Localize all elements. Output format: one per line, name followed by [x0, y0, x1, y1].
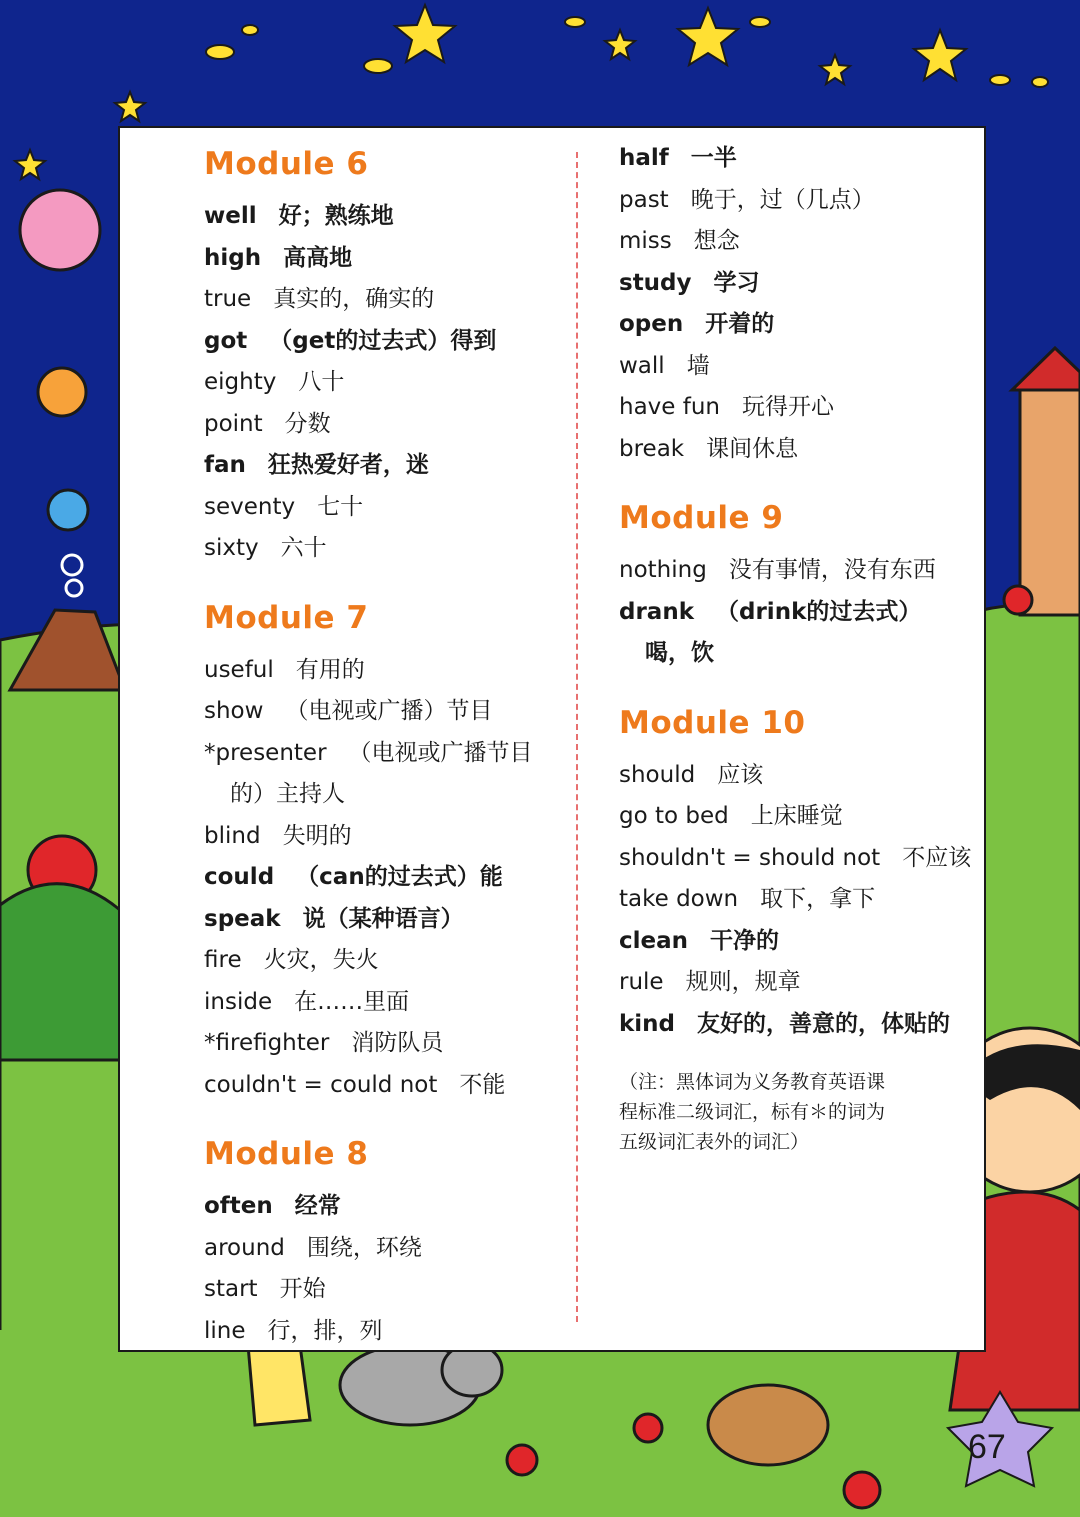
vocab-meaning: （get的过去式）得到: [269, 327, 497, 354]
vocab-entry: [204, 1269, 564, 1311]
vocab-entry: [619, 633, 979, 675]
vocab-meaning: 开着的: [705, 311, 775, 337]
vocab-word: kind: [619, 1010, 676, 1037]
vocab-word: wall: [619, 352, 665, 379]
footnote-line: （注：黑体词为义务教育英语课: [619, 1071, 886, 1093]
vocab-entry: [619, 838, 979, 880]
vocab-word: around: [204, 1234, 285, 1261]
vocab-meaning: 八十: [298, 369, 345, 395]
vocab-word: true: [204, 286, 252, 312]
vocab-meaning: 一半: [690, 145, 737, 171]
vocab-word: study: [619, 269, 692, 296]
module-gap: [619, 675, 979, 699]
vocab-meaning: 好；熟练地: [278, 203, 394, 229]
vocab-meaning: 课间休息: [706, 435, 799, 462]
vocab-word: have fun: [619, 394, 720, 420]
vocab-entry: [204, 691, 564, 733]
vocab-entry: [204, 321, 564, 363]
vocab-word: sixty: [204, 535, 259, 561]
vocab-entry: [204, 196, 564, 238]
vocab-meaning: 消防队员: [351, 1030, 444, 1056]
vocab-meaning: 取下，拿下: [760, 886, 876, 912]
vocab-meaning: 没有事情，没有东西: [728, 557, 936, 583]
module-title: Module 6: [204, 146, 369, 182]
vocab-entry: [204, 528, 564, 570]
vocab-entry: [204, 404, 564, 446]
vocab-entry: [204, 279, 564, 321]
vocab-meaning: （电视或广播节目: [348, 739, 533, 766]
hedgehog-illustration: [708, 1385, 828, 1465]
vocab-entry: [619, 346, 979, 388]
vocab-entry: [204, 816, 564, 858]
vocab-meaning: 的）主持人: [230, 781, 345, 807]
vocab-entry: [619, 221, 979, 263]
vocab-word: well: [204, 203, 257, 229]
vocab-word: eighty: [204, 369, 277, 395]
vocab-entry: [204, 857, 564, 899]
vocab-entry: [204, 982, 564, 1024]
vocab-entry: [619, 962, 979, 1004]
module-title: Module 8: [204, 1136, 369, 1172]
vocab-word: seventy: [204, 493, 296, 520]
vocab-word: useful: [204, 656, 274, 683]
vocab-word: show: [204, 698, 264, 724]
vocab-word: half: [619, 145, 669, 171]
vocab-meaning: 喝，饮: [645, 640, 714, 666]
vocab-word: blind: [204, 822, 261, 849]
vocab-meaning: 墙: [686, 352, 710, 379]
vocab-meaning: 学习: [713, 269, 760, 296]
vocab-word: *presenter: [204, 739, 327, 766]
vocab-entry: [619, 429, 979, 471]
vocab-meaning: 七十: [317, 493, 364, 520]
vocab-word: couldn't = could not: [204, 1071, 438, 1098]
vocab-meaning: 有用的: [295, 656, 365, 683]
vocab-meaning: 火灾，失火: [263, 947, 379, 973]
footnote-line: 五级词汇表外的词汇）: [619, 1131, 810, 1153]
vocab-word: nothing: [619, 557, 707, 583]
vocab-entry: [204, 238, 564, 280]
vocab-word: go to bed: [619, 803, 729, 829]
vocab-meaning: 六十: [280, 535, 327, 561]
vocab-meaning: 围绕，环绕: [306, 1234, 422, 1261]
vocab-entry: [204, 1023, 564, 1065]
vocab-entry: [619, 592, 979, 634]
vocab-entry: [204, 362, 564, 404]
vocab-word: speak: [204, 905, 281, 932]
vocab-word: open: [619, 311, 684, 337]
vocab-word: line: [204, 1317, 246, 1344]
vocab-entry: [619, 387, 979, 429]
vocab-meaning: 高高地: [283, 244, 353, 271]
vocab-meaning: 想念: [693, 228, 740, 254]
vocab-word: shouldn't = should not: [619, 844, 881, 871]
vocab-meaning: 不应该: [902, 844, 972, 871]
vocab-meaning: 说（某种语言）: [302, 905, 464, 932]
vocab-word: got: [204, 327, 248, 354]
right-column: [619, 138, 979, 1157]
module-title: Module 7: [204, 599, 369, 636]
vocab-word: high: [204, 244, 262, 271]
vocab-entry: [204, 940, 564, 982]
vocab-entry: [204, 1228, 564, 1270]
vocab-entry: [204, 1065, 564, 1107]
module-gap: [204, 570, 564, 594]
vocab-meaning: 狂热爱好者，迷: [267, 452, 429, 478]
vocab-entry: [204, 650, 564, 692]
vocab-entry: [204, 899, 564, 941]
vocab-meaning: 经常: [294, 1193, 341, 1219]
module-gap: [619, 470, 979, 494]
vocab-entry: [204, 733, 564, 775]
vocab-meaning: 晚于，过（几点）: [690, 186, 875, 213]
vocab-word: rule: [619, 969, 664, 995]
footnote: [619, 1067, 979, 1157]
vocab-entry: [204, 1186, 564, 1228]
module-title: Module 9: [619, 500, 784, 536]
vocab-entry: [619, 921, 979, 963]
vocab-entry: [619, 879, 979, 921]
vocab-word: miss: [619, 228, 672, 254]
vocab-meaning: （电视或广播）节目: [285, 698, 493, 724]
vocab-word: drank: [619, 598, 694, 625]
page-number: 67: [968, 1428, 1006, 1466]
vocab-word: *firefighter: [204, 1030, 330, 1056]
vocab-word: take down: [619, 886, 739, 912]
module-title: Module 10: [619, 704, 806, 741]
tower-illustration: [1012, 348, 1080, 615]
vocab-meaning: 行，排，列: [267, 1317, 383, 1344]
vocab-meaning: 开始: [279, 1276, 326, 1302]
column-divider: [576, 152, 578, 1322]
vocab-word: should: [619, 761, 696, 788]
vocab-word: inside: [204, 988, 273, 1015]
vocab-word: clean: [619, 927, 689, 954]
vocab-entry: [619, 796, 979, 838]
vocab-meaning: 真实的，确实的: [273, 286, 435, 312]
vocab-word: break: [619, 435, 685, 462]
vocab-word: fire: [204, 947, 242, 973]
vocab-entry: [204, 487, 564, 529]
vocab-meaning: （drink的过去式）: [716, 598, 922, 625]
vocab-entry: [619, 755, 979, 797]
vocab-meaning: 规则，规章: [685, 969, 801, 995]
vocab-entry: [204, 445, 564, 487]
vocab-word: past: [619, 186, 669, 213]
vocab-word: fan: [204, 452, 246, 478]
vocab-entry: [619, 138, 979, 180]
vocab-word: often: [204, 1193, 273, 1219]
vocab-word: point: [204, 410, 263, 437]
vocab-word: start: [204, 1276, 258, 1302]
vocab-entry: [619, 1004, 979, 1046]
vocab-entry: [204, 1311, 564, 1353]
vocab-entry: [619, 304, 979, 346]
vocab-meaning: 分数: [284, 410, 331, 437]
vocab-meaning: 在……里面: [294, 988, 410, 1015]
vocab-meaning: 玩得开心: [742, 394, 834, 420]
vocab-entry: [204, 774, 564, 816]
module-gap: [204, 1106, 564, 1130]
vocab-meaning: 不能: [459, 1071, 506, 1098]
vocab-meaning: 失明的: [282, 822, 352, 849]
left-column: [204, 140, 564, 1352]
vocab-meaning: 友好的，善意的，体贴的: [697, 1010, 951, 1037]
vocab-entry: [619, 263, 979, 305]
vocab-entry: [619, 550, 979, 592]
footnote-line: 程标准二级词汇，标有＊的词为: [619, 1101, 886, 1123]
vocab-meaning: 应该: [717, 761, 764, 788]
vocab-entry: [619, 180, 979, 222]
vocab-meaning: （can的过去式）能: [296, 864, 503, 890]
vocab-meaning: 干净的: [710, 927, 780, 954]
vocab-meaning: 上床睡觉: [750, 803, 843, 829]
vocab-word: could: [204, 864, 275, 890]
